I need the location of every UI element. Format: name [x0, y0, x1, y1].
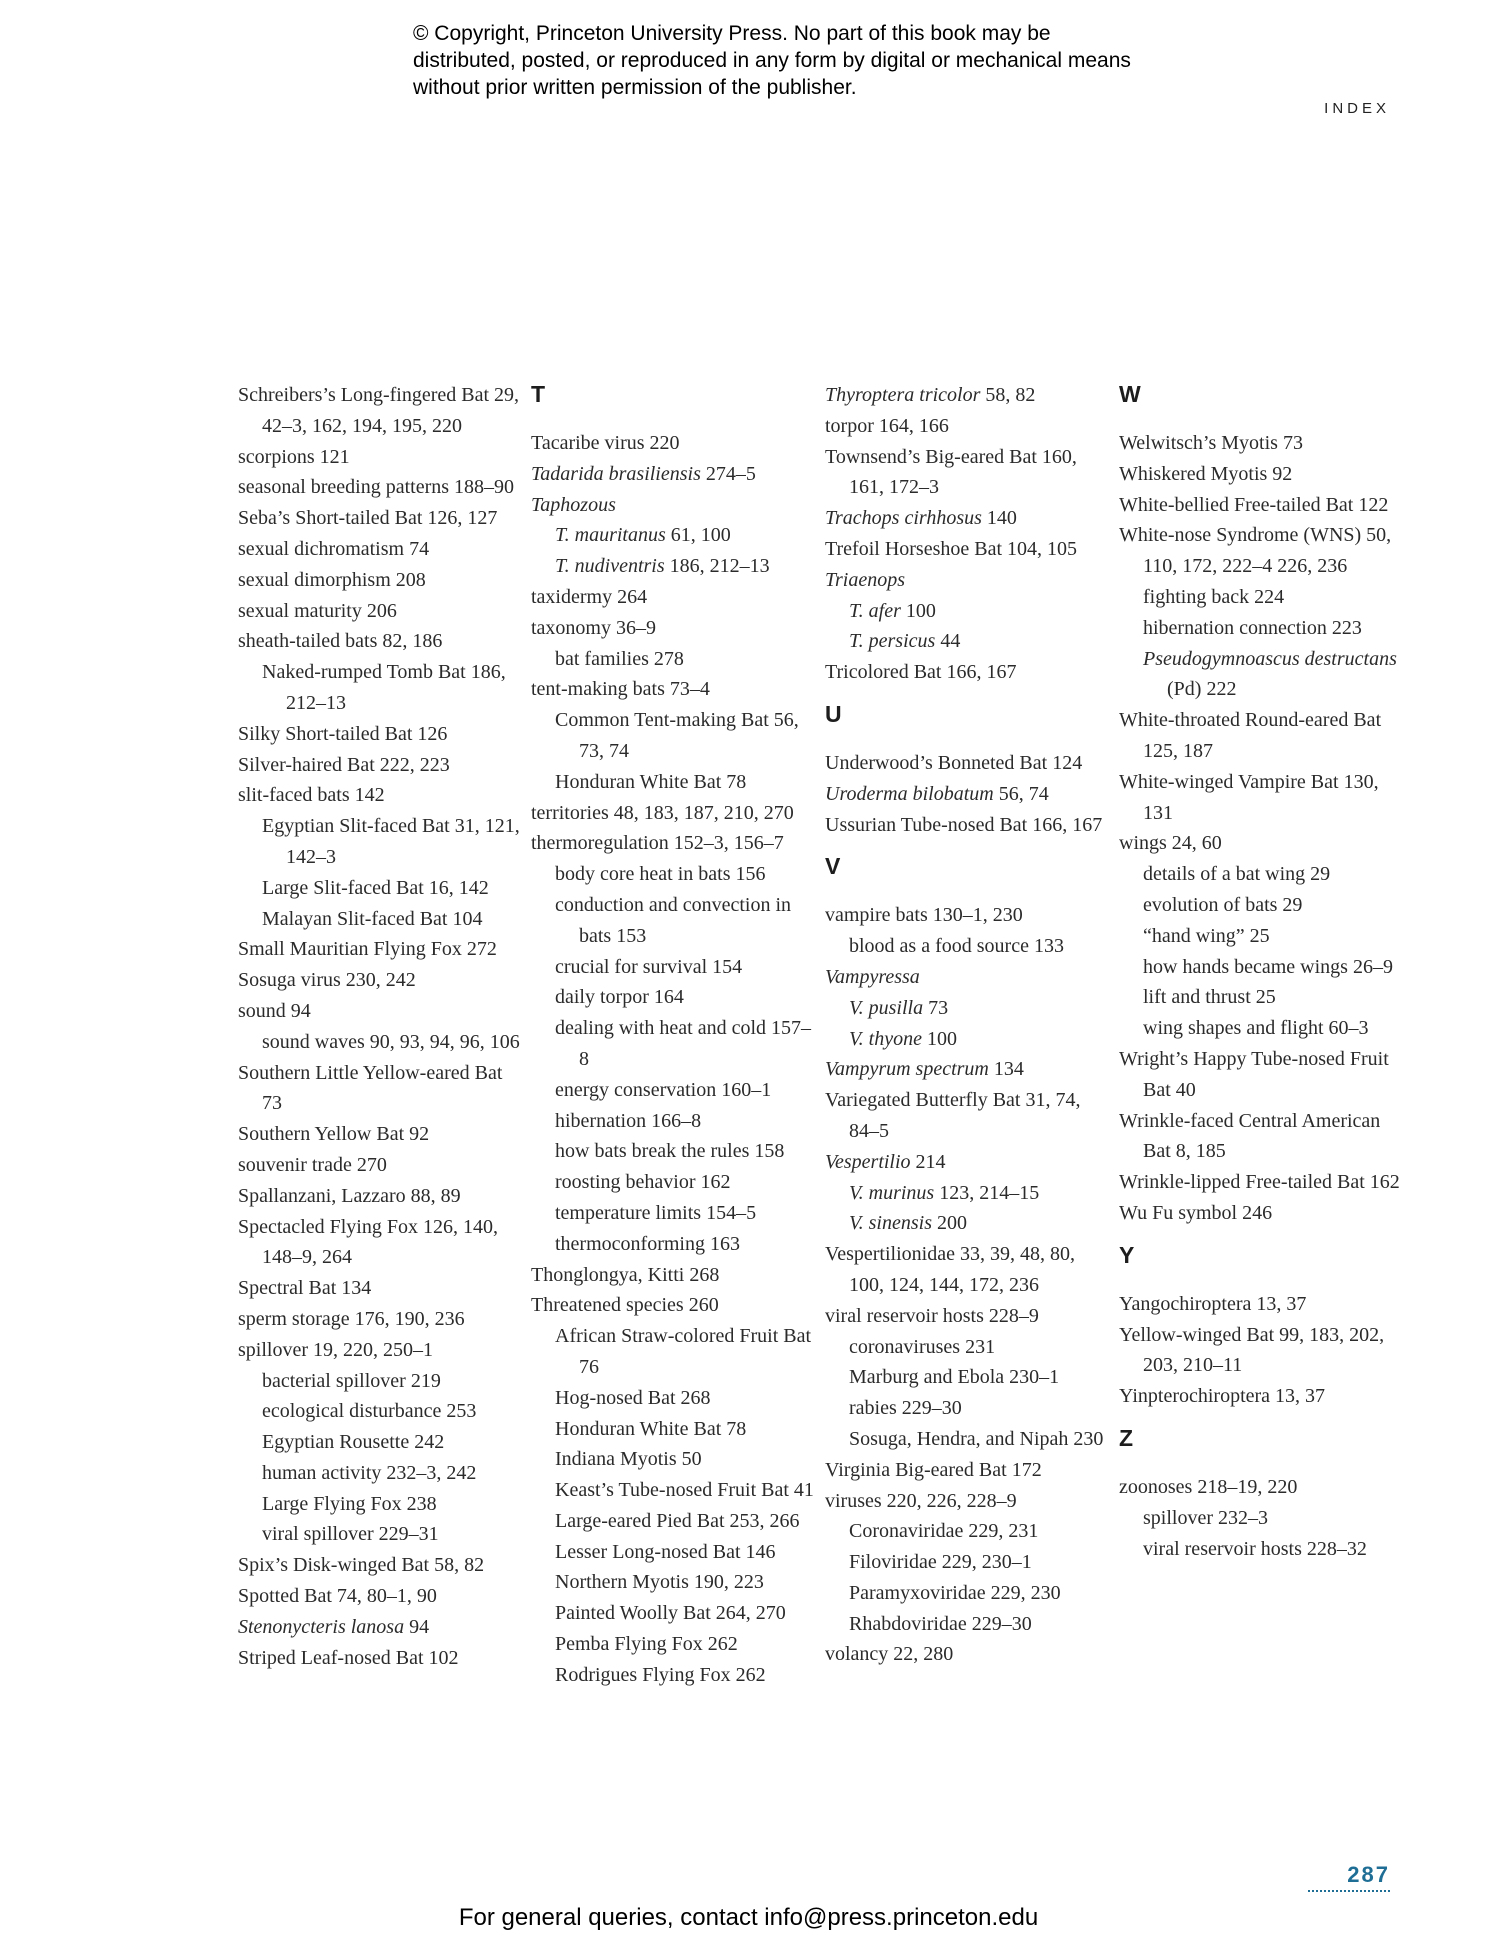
- index-subentry: V. pusilla 73: [849, 996, 949, 1019]
- index-entry: spillover 19, 220, 250–1: [238, 1338, 433, 1361]
- index-entry: slit-faced bats 142: [238, 784, 385, 807]
- index-entry: Vespertilionidae 33, 39, 48, 80, 100, 124, 144, 172, 236: [825, 1243, 1075, 1296]
- index-entry: Yangochiroptera 13, 37: [1119, 1292, 1307, 1315]
- index-subentry: fighting back 224: [1143, 585, 1285, 608]
- index-entry: viral reservoir hosts 228–9: [825, 1304, 1039, 1327]
- index-subentry: Sosuga, Hendra, and Nipah 230: [849, 1427, 1104, 1450]
- index-entry: scorpions 121: [238, 445, 350, 468]
- index-entry: Welwitsch’s Myotis 73: [1119, 432, 1303, 454]
- page-number: 287: [1347, 1862, 1390, 1887]
- index-subentry: Egyptian Slit-faced Bat 31, 121, 142–3: [262, 815, 520, 868]
- index-column-2: [531, 380, 816, 1691]
- index-letter-heading: V: [825, 853, 841, 880]
- index-subentry: V. murinus 123, 214–15: [849, 1181, 1040, 1204]
- index-subentry: Large Slit-faced Bat 16, 142: [262, 876, 489, 899]
- index-letter-heading: Y: [1119, 1241, 1135, 1268]
- index-subentry: V. thyone 100: [849, 1027, 957, 1050]
- index-entry: Spectacled Flying Fox 126, 140, 148–9, 264: [238, 1215, 498, 1269]
- index-entry: taxonomy 36–9: [531, 616, 656, 639]
- index-entry: tent-making bats 73–4: [531, 678, 710, 701]
- index-subentry: crucial for survival 154: [555, 955, 743, 978]
- index-entry: Wrinkle-faced Central American Bat 8, 185: [1119, 1109, 1381, 1163]
- index-entry: Silver-haired Bat 222, 223: [238, 753, 450, 776]
- index-subentry: viral spillover 229–31: [262, 1523, 439, 1546]
- index-entry: taxidermy 264: [531, 585, 648, 608]
- index-subentry: Common Tent-making Bat 56, 73, 74: [555, 709, 799, 762]
- index-subentry: Lesser Long-nosed Bat 146: [555, 1540, 776, 1563]
- index-entry-italic: Vampyressa: [825, 965, 920, 988]
- index-entry: Silky Short-tailed Bat 126: [238, 722, 448, 745]
- index-entry: Southern Yellow Bat 92: [238, 1123, 430, 1146]
- index-entry-italic: Tadarida brasiliensis: [531, 462, 701, 485]
- index-subentry: lift and thrust 25: [1143, 986, 1276, 1009]
- index-entry: Trefoil Horseshoe Bat 104, 105: [825, 537, 1078, 560]
- page-number-dots: [1308, 1890, 1390, 1892]
- index-subentry: Filoviridae 229, 230–1: [849, 1551, 1032, 1574]
- index-subentry: Northern Myotis 190, 223: [555, 1571, 764, 1594]
- index-entry: White-throated Round-eared Bat 125, 187: [1119, 709, 1382, 762]
- index-subentry: thermoconforming 163: [555, 1232, 740, 1255]
- index-entry: Townsend’s Big-eared Bat 160, 161, 172–3: [825, 445, 1077, 499]
- index-subentry: Honduran White Bat 78: [555, 1417, 747, 1440]
- index-entry: sexual maturity 206: [238, 599, 397, 622]
- index-entry-italic: T. nudiventris: [555, 555, 665, 578]
- index-subentry: T. nudiventris 186, 212–13: [555, 555, 770, 578]
- index-entry-italic: V. pusilla: [849, 996, 924, 1019]
- index-entry: Wu Fu symbol 246: [1119, 1201, 1273, 1224]
- index-subentry: Egyptian Rousette 242: [262, 1431, 445, 1454]
- index-entry-italic: T. afer: [849, 599, 901, 622]
- index-entry: seasonal breeding patterns 188–90: [238, 476, 515, 499]
- index-entry: torpor 164, 166: [825, 414, 949, 437]
- index-entry: sexual dichromatism 74: [238, 537, 430, 560]
- index-entry: viruses 220, 226, 228–9: [825, 1489, 1017, 1512]
- index-entry: Tricolored Bat 166, 167: [825, 661, 1017, 684]
- index-subentry: Malayan Slit-faced Bat 104: [262, 907, 483, 930]
- index-subentry: conduction and convection in bats 153: [555, 893, 792, 947]
- index-entry-italic: Uroderma bilobatum: [825, 782, 994, 805]
- index-subentry: energy conservation 160–1: [555, 1078, 772, 1101]
- index-entry-italic: Thyroptera tricolor: [825, 384, 981, 406]
- index-letter-heading: U: [825, 700, 842, 727]
- copyright-notice: © Copyright, Princeton University Press. No part of this book may be distributed, posted, or reproduced in any form by digital or mechanical means without prior written permission of the publisher.: [413, 22, 1131, 99]
- index-entry: Variegated Butterfly Bat 31, 74, 84–5: [825, 1089, 1081, 1142]
- index-subentry: Pseudogymnoascus destructans (Pd) 222: [1143, 647, 1397, 701]
- index-column-3: [825, 380, 1110, 1670]
- index-entry: White-winged Vampire Bat 130, 131: [1119, 770, 1379, 824]
- index-entry: Tadarida brasiliensis 274–5: [531, 462, 756, 485]
- index-subentry: Pemba Flying Fox 262: [555, 1633, 738, 1656]
- index-subentry: coronaviruses 231: [849, 1335, 996, 1358]
- index-entry: Vampyrum spectrum 134: [825, 1058, 1024, 1081]
- index-entry: [531, 490, 816, 521]
- index-entry: Striped Leaf-nosed Bat 102: [238, 1646, 459, 1669]
- index-subentry: Paramyxoviridae 229, 230: [849, 1581, 1061, 1604]
- index-subentry: bacterial spillover 219: [262, 1369, 441, 1392]
- index-subentry: V. sinensis 200: [849, 1212, 967, 1235]
- index-entry: Trachops cirhhosus 140: [825, 507, 1017, 530]
- index-subentry: hibernation 166–8: [555, 1109, 702, 1132]
- index-entry-italic: V. thyone: [849, 1027, 922, 1050]
- index-entry-italic: Triaenops: [825, 568, 906, 591]
- index-subentry: dealing with heat and cold 157–8: [555, 1017, 812, 1070]
- index-entry: Yellow-winged Bat 99, 183, 202, 203, 210–11: [1119, 1323, 1385, 1377]
- index-subentry: Indiana Myotis 50: [555, 1448, 702, 1471]
- index-entry: wings 24, 60: [1119, 832, 1222, 855]
- index-subentry: T. mauritanus 61, 100: [555, 524, 731, 547]
- index-entry: vampire bats 130–1, 230: [825, 904, 1023, 927]
- index-entry: Small Mauritian Flying Fox 272: [238, 938, 497, 961]
- index-entry: Ussurian Tube-nosed Bat 166, 167: [825, 813, 1103, 836]
- index-subentry: Large-eared Pied Bat 253, 266: [555, 1509, 800, 1532]
- index-subentry: ecological disturbance 253: [262, 1400, 477, 1423]
- index-subentry: how bats break the rules 158: [555, 1140, 785, 1163]
- index-entry: Vespertilio 214: [825, 1150, 946, 1173]
- index-entry: souvenir trade 270: [238, 1153, 387, 1176]
- index-subentry: Coronaviridae 229, 231: [849, 1520, 1039, 1543]
- index-entry: Uroderma bilobatum 56, 74: [825, 782, 1049, 805]
- index-entry-italic: T. mauritanus: [555, 524, 666, 547]
- index-entry-italic: Vampyrum spectrum: [825, 1058, 989, 1081]
- index-subentry: bat families 278: [555, 647, 684, 670]
- index-entry: territories 48, 183, 187, 210, 270: [531, 801, 794, 824]
- index-subentry: how hands became wings 26–9: [1143, 955, 1393, 978]
- index-entry: sound 94: [238, 999, 311, 1022]
- index-subentry: T. persicus 44: [849, 630, 961, 653]
- index-letter-heading: T: [531, 381, 546, 407]
- index-entry: Spix’s Disk-winged Bat 58, 82: [238, 1554, 485, 1577]
- index-subentry: roosting behavior 162: [555, 1171, 731, 1194]
- index-entry: Thyroptera tricolor 58, 82: [825, 384, 1036, 406]
- index-entry: Seba’s Short-tailed Bat 126, 127: [238, 507, 498, 530]
- index-entry: zoonoses 218–19, 220: [1119, 1475, 1298, 1498]
- index-subentry: Keast’s Tube-nosed Fruit Bat 41: [555, 1479, 814, 1502]
- index-entry-italic: Pseudogymnoascus destructans: [1143, 647, 1397, 670]
- index-subentry: Marburg and Ebola 230–1: [849, 1366, 1060, 1389]
- index-entry: sexual dimorphism 208: [238, 568, 426, 591]
- index-subentry: body core heat in bats 156: [555, 863, 766, 886]
- running-head: INDEX: [1324, 100, 1390, 117]
- index-entry: Virginia Big-eared Bat 172: [825, 1458, 1042, 1481]
- index-subentry: details of a bat wing 29: [1143, 863, 1331, 886]
- index-subentry: African Straw-colored Fruit Bat 76: [555, 1325, 812, 1378]
- index-subentry: temperature limits 154–5: [555, 1201, 757, 1224]
- index-subentry: Naked-rumped Tomb Bat 186, 212–13: [262, 661, 506, 714]
- index-subentry: blood as a food source 133: [849, 935, 1064, 958]
- index-entry: Southern Little Yellow-eared Bat 73: [238, 1061, 503, 1115]
- index-entry: Schreibers’s Long-fingered Bat 29, 42–3, 162, 194, 195, 220: [238, 384, 520, 437]
- index-subentry: hibernation connection 223: [1143, 616, 1362, 639]
- index-subentry: Large Flying Fox 238: [262, 1492, 437, 1515]
- index-column-4: [1119, 380, 1404, 1564]
- index-subentry: Hog-nosed Bat 268: [555, 1386, 711, 1409]
- index-entry-italic: Taphozous: [531, 493, 616, 516]
- index-entry: White-nose Syndrome (WNS) 50, 110, 172, 222–4 226, 236: [1119, 524, 1392, 578]
- index-column-1: [238, 380, 523, 1673]
- index-subentry: wing shapes and flight 60–3: [1143, 1017, 1369, 1040]
- index-subentry: human activity 232–3, 242: [262, 1461, 477, 1484]
- index-subentry: Painted Woolly Bat 264, 270: [555, 1602, 786, 1625]
- index-subentry: T. afer 100: [849, 599, 936, 622]
- index-entry: [825, 962, 1110, 993]
- index-entry: sperm storage 176, 190, 236: [238, 1307, 465, 1330]
- index-entry: Spectral Bat 134: [238, 1277, 372, 1300]
- index-entry: White-bellied Free-tailed Bat 122: [1119, 493, 1389, 516]
- index-subentry: spillover 232–3: [1143, 1506, 1268, 1529]
- index-subentry: “hand wing” 25: [1143, 924, 1270, 947]
- index-entry: Underwood’s Bonneted Bat 124: [825, 751, 1083, 774]
- index-subentry: Honduran White Bat 78: [555, 770, 747, 793]
- index-entry: Sosuga virus 230, 242: [238, 969, 416, 992]
- footer-contact: For general queries, contact info@press.princeton.edu: [458, 1904, 1039, 1931]
- index-entry-italic: T. persicus: [849, 630, 936, 653]
- index-subentry: Rhabdoviridae 229–30: [849, 1612, 1032, 1635]
- index-subentry: daily torpor 164: [555, 986, 684, 1009]
- index-entry: Thonglongya, Kitti 268: [531, 1263, 720, 1286]
- index-subentry: Rodrigues Flying Fox 262: [555, 1663, 766, 1686]
- index-entry: Whiskered Myotis 92: [1119, 462, 1293, 485]
- index-subentry: evolution of bats 29: [1143, 893, 1303, 916]
- index-entry-italic: Stenonycteris lanosa: [238, 1615, 405, 1638]
- index-entry: sheath-tailed bats 82, 186: [238, 630, 443, 653]
- index-letter-heading: W: [1119, 381, 1141, 407]
- index-entry-italic: V. murinus: [849, 1181, 935, 1204]
- index-entry-italic: Trachops cirhhosus: [825, 507, 982, 530]
- index-entry: volancy 22, 280: [825, 1643, 954, 1666]
- index-entry: Wright’s Happy Tube-nosed Fruit Bat 40: [1119, 1047, 1389, 1101]
- index-entry: Spotted Bat 74, 80–1, 90: [238, 1585, 437, 1608]
- index-entry: Threatened species 260: [531, 1294, 719, 1317]
- index-entry: Spallanzani, Lazzaro 88, 89: [238, 1184, 461, 1207]
- index-entry: thermoregulation 152–3, 156–7: [531, 832, 784, 855]
- index-entry: Wrinkle-lipped Free-tailed Bat 162: [1119, 1171, 1400, 1194]
- index-subentry: sound waves 90, 93, 94, 96, 106: [262, 1030, 520, 1053]
- index-entry-italic: V. sinensis: [849, 1212, 932, 1235]
- index-entry: Yinpterochiroptera 13, 37: [1119, 1385, 1326, 1408]
- index-entry: Stenonycteris lanosa 94: [238, 1615, 430, 1638]
- index-entry: Tacaribe virus 220: [531, 432, 680, 454]
- index-entry-italic: Vespertilio: [825, 1150, 911, 1173]
- index-letter-heading: Z: [1119, 1424, 1134, 1451]
- index-subentry: rabies 229–30: [849, 1397, 962, 1420]
- index-entry: [825, 565, 1110, 596]
- index-subentry: viral reservoir hosts 228–32: [1143, 1537, 1367, 1560]
